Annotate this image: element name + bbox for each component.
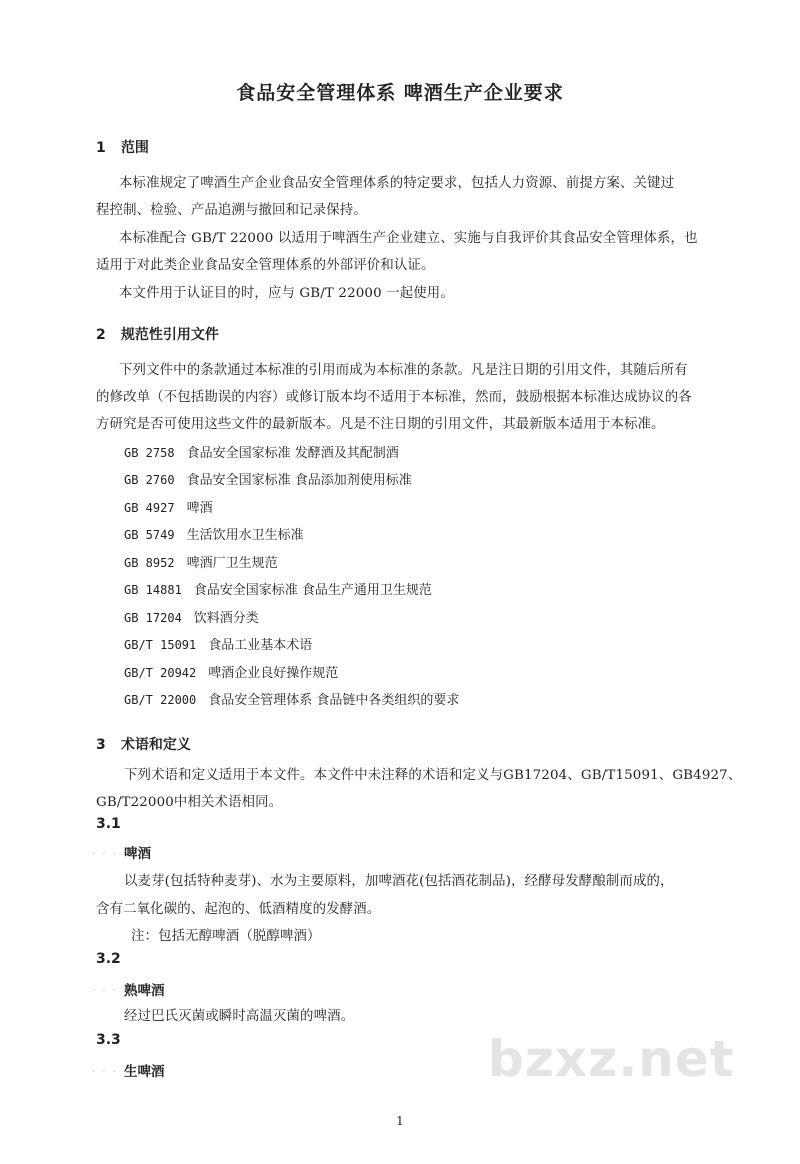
reference-item <box>124 662 338 681</box>
section-number: 1 <box>96 140 106 156</box>
document-title: 食品安全管理体系 啤酒生产企业要求 <box>236 82 564 104</box>
term-definition-line-2: 含有二氧化碳的、起泡的、低酒精度的发酵酒。 <box>96 902 381 917</box>
reference-title: 食品安全国家标准 食品生产通用卫生规范 <box>193 583 432 598</box>
section-title: 术语和定义 <box>120 737 191 753</box>
reference-item <box>124 634 312 653</box>
scope-paragraph-3: 本文件用于认证目的时，应与 GB/T 22000 一起使用。 <box>119 286 454 301</box>
reference-item <box>124 607 259 626</box>
refs-intro-line-1: 下列文件中的条款通过本标准的引用而成为本标准的条款。凡是注日期的引用文件，其随后所有 <box>119 363 688 378</box>
section-heading-normative-references <box>96 324 219 344</box>
reference-title: 饮料酒分类 <box>193 611 259 626</box>
scope-paragraph-1b: 程控制、检验、产品追溯与撤回和记录保持。 <box>96 203 367 218</box>
watermark-text: bzxz.net <box>488 1030 735 1088</box>
term-definition-line-1: 以麦芽(包括特种麦芽)、水为主要原料，加啤酒花(包括酒花制品)，经酵母发酵酿制而成的， <box>124 874 674 889</box>
term-name: 生啤酒 <box>124 1064 165 1080</box>
reference-item <box>124 442 399 461</box>
section-title: 范围 <box>120 140 149 156</box>
term-number: 3.1 <box>96 816 121 832</box>
reference-code: GB/T 15091 <box>124 638 197 652</box>
refs-intro-line-3: 方研究是否可使用这些文件的最新版本。凡是不注日期的引用文件，其最新版本适用于本标准。 <box>96 417 665 432</box>
section-number: 3 <box>96 737 106 753</box>
terms-intro-line-1: 下列术语和定义适用于本文件。本文件中未注释的术语和定义与GB17204、GB/T15091、GB4927、 <box>124 768 742 783</box>
section-title: 规范性引用文件 <box>120 327 219 343</box>
refs-intro-line-2: 的修改单（不包括勘误的内容）或修订版本均不适用于本标准，然而，鼓励根据本标准达成协议的各 <box>96 390 692 405</box>
term-name: 熟啤酒 <box>124 983 165 999</box>
reference-code: GB 17204 <box>124 611 182 625</box>
reference-code: GB 2758 <box>124 446 175 460</box>
reference-code: GB 5749 <box>124 528 175 542</box>
scope-paragraph-1a: 本标准规定了啤酒生产企业食品安全管理体系的特定要求，包括人力资源、前提方案、关键过 <box>119 176 675 191</box>
reference-title: 啤酒 <box>186 501 213 516</box>
terms-intro-line-2: GB/T22000中相关术语相同。 <box>96 795 283 810</box>
reference-item <box>124 579 432 598</box>
term-name: 啤酒 <box>124 846 151 862</box>
reference-code: GB 4927 <box>124 501 175 515</box>
term-leader-dots: . . . . <box>92 983 129 994</box>
page-number: 1 <box>396 1114 404 1128</box>
term-note: 注：包括无醇啤酒（脱醇啤酒） <box>131 929 321 944</box>
section-heading-scope <box>96 137 149 157</box>
reference-item <box>124 524 304 543</box>
section-heading-terms-definitions <box>96 734 191 754</box>
scope-paragraph-2b: 适用于对此类企业食品安全管理体系的外部评价和认证。 <box>96 258 435 273</box>
reference-title: 食品安全管理体系 食品链中各类组织的要求 <box>208 693 460 708</box>
reference-code: GB/T 22000 <box>124 693 197 707</box>
reference-title: 生活饮用水卫生标准 <box>186 528 304 543</box>
term-leader-dots: . . . . <box>92 1064 129 1075</box>
reference-item <box>124 689 459 708</box>
reference-item <box>124 552 278 571</box>
term-leader-dots: . . . . <box>92 846 129 857</box>
reference-code: GB 14881 <box>124 583 182 597</box>
reference-title: 食品安全国家标准 食品添加剂使用标准 <box>186 473 412 488</box>
term-definition-line-1: 经过巴氏灭菌或瞬时高温灭菌的啤酒。 <box>124 1009 355 1024</box>
reference-code: GB 8952 <box>124 556 175 570</box>
section-number: 2 <box>96 327 106 343</box>
reference-title: 食品安全国家标准 发酵酒及其配制酒 <box>186 446 399 461</box>
reference-title: 啤酒厂卫生规范 <box>186 556 278 571</box>
term-number: 3.2 <box>96 951 121 967</box>
reference-item <box>124 469 412 488</box>
reference-title: 啤酒企业良好操作规范 <box>208 666 339 681</box>
reference-code: GB 2760 <box>124 473 175 487</box>
reference-item <box>124 497 213 516</box>
term-number: 3.3 <box>96 1032 121 1048</box>
scope-paragraph-2a: 本标准配合 GB/T 22000 以适用于啤酒生产企业建立、实施与自我评价其食品安全管理体系，也 <box>119 231 698 246</box>
reference-title: 食品工业基本术语 <box>208 638 313 653</box>
reference-code: GB/T 20942 <box>124 666 197 680</box>
